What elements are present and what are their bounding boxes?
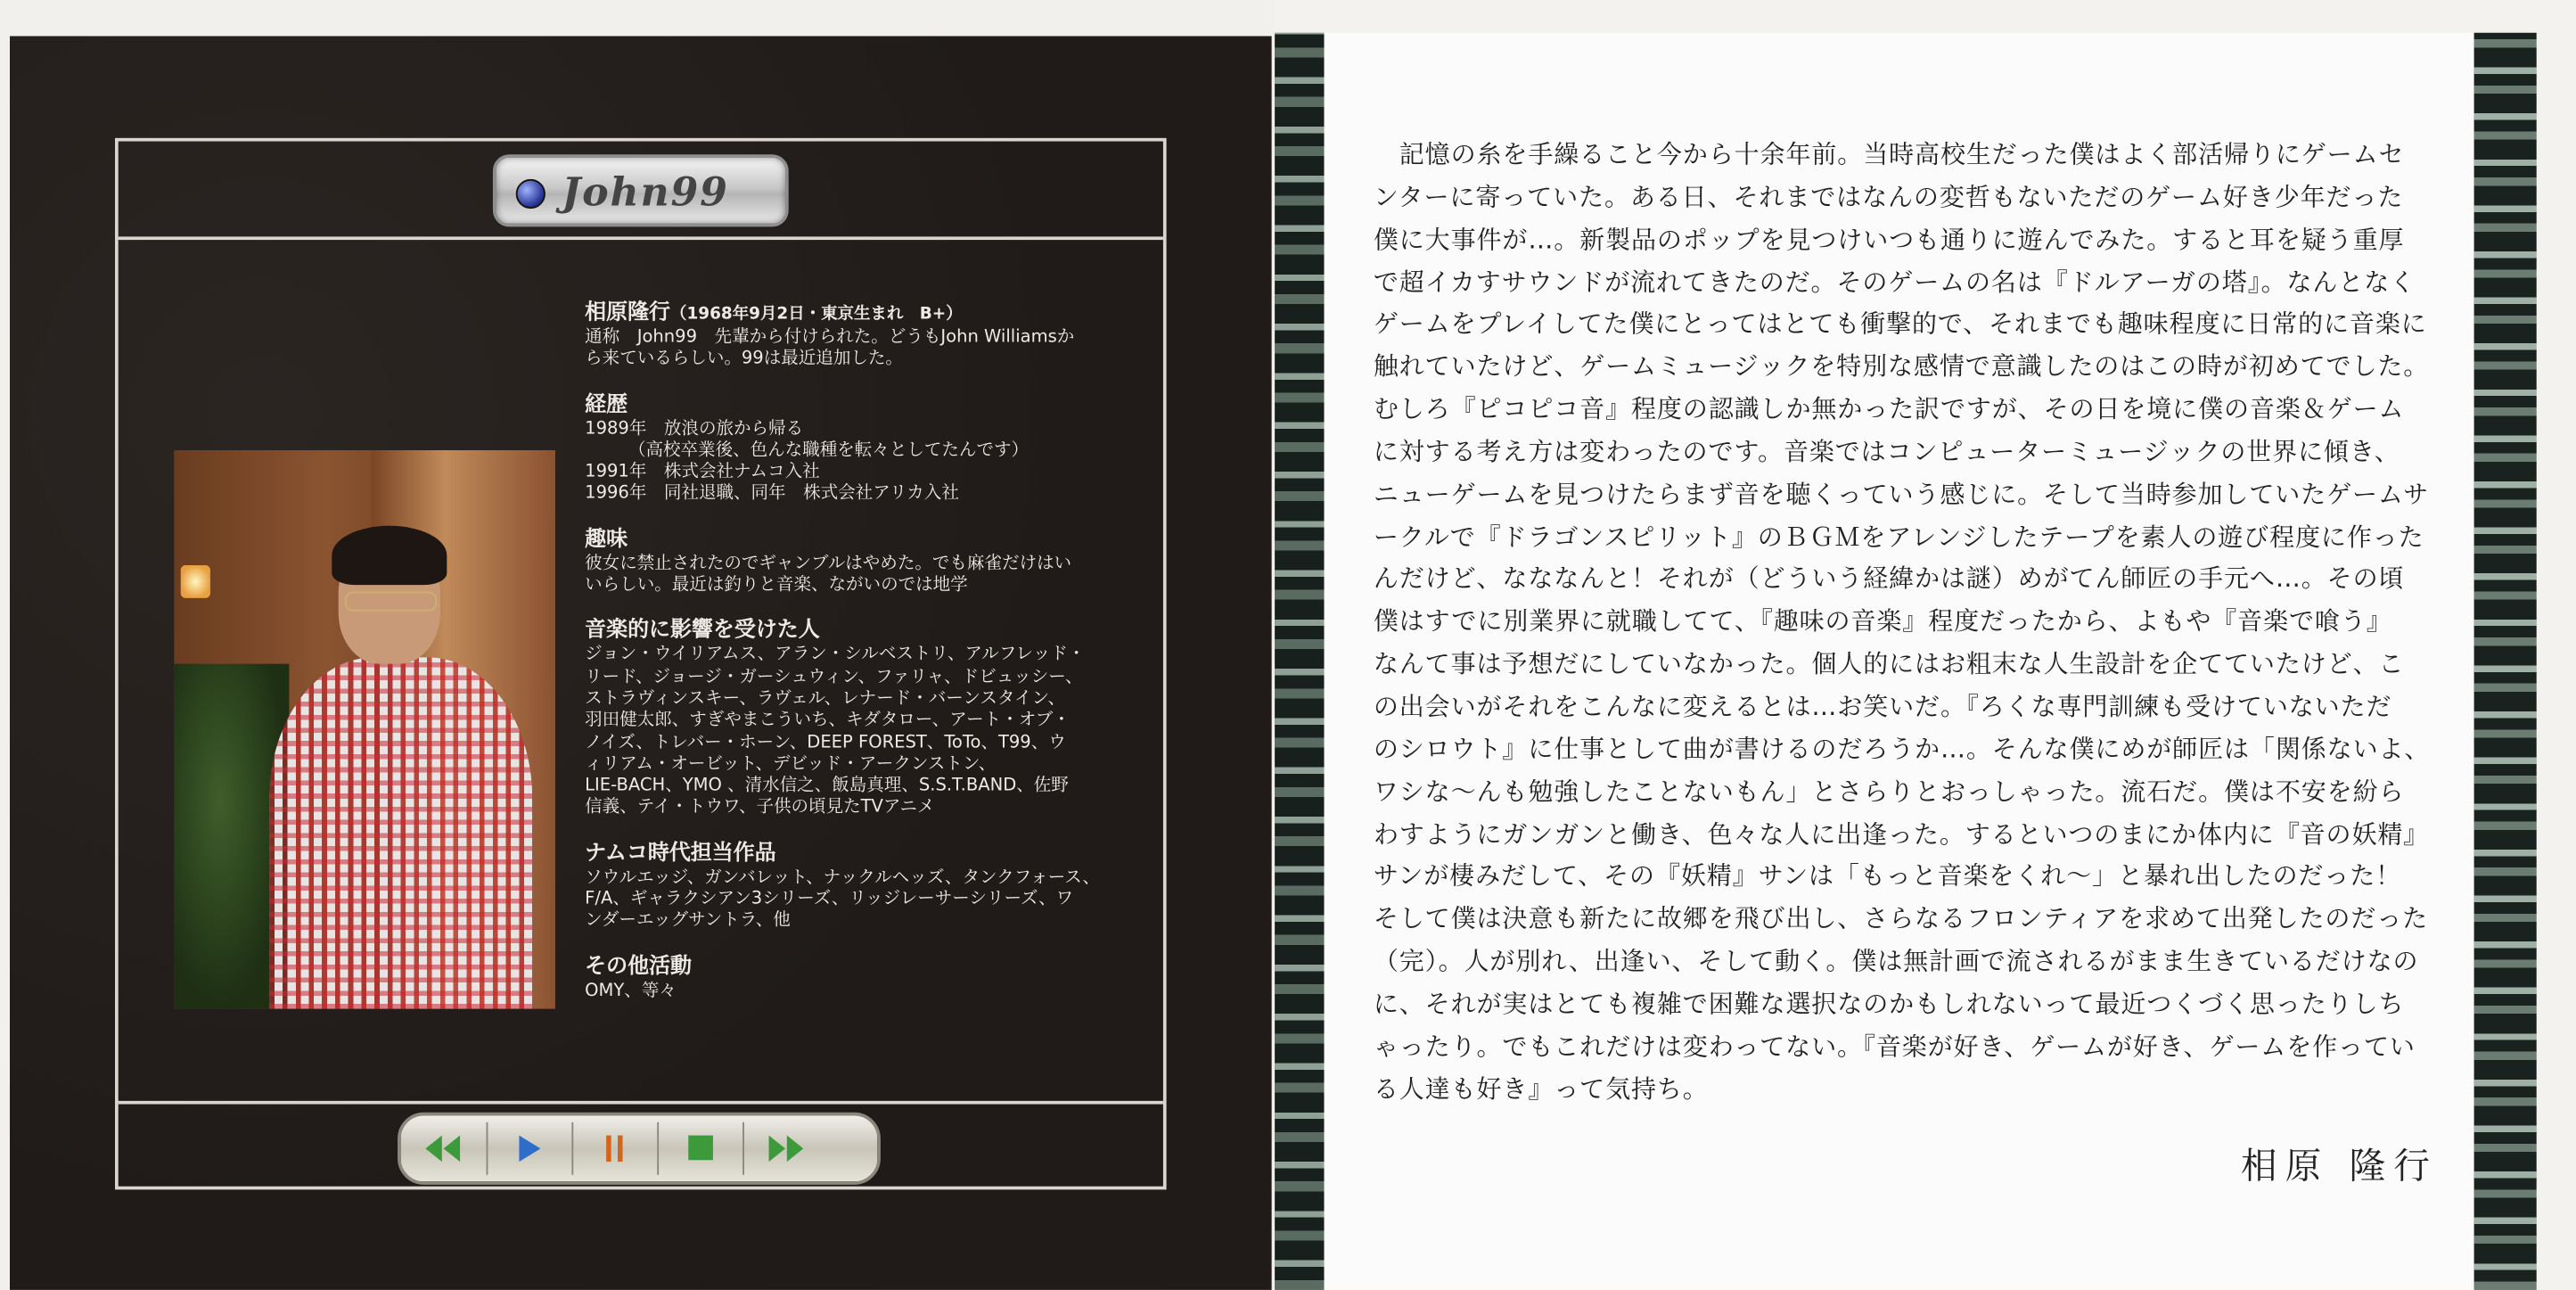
section-line: 1991年 株式会社ナムコ入社	[585, 462, 820, 482]
section-title: ナムコ時代担当作品	[585, 841, 776, 866]
section-title: その他活動	[585, 954, 692, 979]
profile-section	[585, 841, 1127, 933]
photo-lamp	[181, 565, 210, 598]
frame-divider-top	[119, 236, 1163, 240]
stop-icon	[678, 1130, 721, 1167]
left-page	[0, 0, 1275, 1290]
name-plate	[493, 154, 789, 226]
section-title: 趣味	[585, 527, 628, 552]
play-button[interactable]	[487, 1122, 574, 1175]
frame-divider-bottom	[119, 1101, 1163, 1105]
film-strip-spine	[1275, 33, 1324, 1290]
profile-text	[585, 300, 1127, 1023]
essay-line: の出会いがそれをこんなに変えるとは…お笑いだ。『ろくな専門訓練も受けていないただ	[1373, 691, 2392, 722]
essay-line: なんて事は予想だにしていなかった。個人的にはお粗末な人生設計を企てていたけど、こ	[1373, 649, 2405, 679]
section-line: 信義、テイ・トウワ、子供の頃見たTVアニメ	[585, 797, 935, 818]
essay-line: ゃったり。でもこれだけは変わってない。『音楽が好き、ゲームが好き、ゲームを作ってい	[1373, 1031, 2416, 1062]
section-title: 経歴	[585, 391, 628, 417]
essay-line: ゲームをプレイしてた僕にとってはとても衝撃的で、それまでも趣味程度に日常的に音楽に	[1373, 309, 2427, 340]
essay-line: 僕はすでに別業界に就職してて、『趣味の音楽』程度だったから、よもや『音楽で喰う』	[1373, 606, 2392, 637]
rewind-icon	[422, 1130, 465, 1167]
name-plate-label: John99	[562, 167, 729, 216]
essay-line: に、それが実はとても複雑で困難な選択なのかもしれないって最近つくづく思ったりしち	[1373, 989, 2405, 1019]
play-icon	[508, 1130, 551, 1167]
section-line: 1989年 放浪の旅から帰る	[585, 418, 804, 439]
essay-line: ワシな〜んも勉強したことないもん」とさらりとおっしゃった。流石だ。僕は不安を紛ら	[1373, 776, 2405, 807]
essay-line: ンターに寄っていた。ある日、それまではなんの変哲もないただのゲーム好き少年だった	[1373, 182, 2404, 212]
essay-line: る人達も好き』って気持ち。	[1373, 1073, 1709, 1104]
stop-button[interactable]	[657, 1122, 744, 1175]
section-line: F/A、ギャラクシアン3シリーズ、リッジレーサーシリーズ、ワ	[585, 889, 1074, 909]
fast-forward-button[interactable]	[742, 1122, 828, 1175]
film-strip-edge	[2474, 33, 2537, 1290]
section-line: （高校卒業後、色んな職種を転々としてたんです）	[585, 440, 1030, 460]
essay-line: 触れていたけど、ゲームミュージックを特別な感情で意識したのはこの時が初めてでした。	[1373, 351, 2430, 382]
nickname-line: ら来ているらしい。99は最近追加した。	[585, 349, 903, 369]
photo-glasses	[345, 592, 437, 612]
essay-line: ニューゲームを見つけたらまず音を聴くっていう感じに。そして当時参加していたゲームサ	[1373, 479, 2430, 509]
section-line: 彼女に禁止されたのでギャンブルはやめた。でも麻雀だけはい	[585, 553, 1072, 573]
photo-hair	[332, 526, 447, 585]
profile-section	[585, 954, 1127, 1002]
section-line: 羽田健太郎、すぎやまこういち、キダタロー、アート・オブ・	[585, 710, 1071, 730]
player-controls	[398, 1113, 881, 1185]
essay-line: （完）。人が別れ、出逢い、そして動く。僕は無計画で流されるがまま生きているだけなの	[1373, 946, 2419, 976]
essay-line: サンが棲みだして、その『妖精』サンは「もっと音楽をくれ〜」と暴れ出したのだった！	[1373, 861, 2402, 891]
profile-birth: （1968年9月2日・東京生まれ B+）	[670, 305, 963, 325]
photo-shirt	[269, 657, 532, 1008]
essay-line: むしろ『ピコピコ音』程度の認識しか無かった訳ですが、その日を境に僕の音楽＆ゲーム	[1373, 394, 2405, 424]
section-line: 1996年 同社退職、同年 株式会社アリカ入社	[585, 483, 959, 504]
essay-line: んだけど、なななんと！それが（どういう経緯かは謎）めがてん師匠の手元へ…。その頃	[1373, 563, 2405, 595]
section-line: ンダーエッグサントラ、他	[585, 910, 791, 931]
essay-text	[1373, 135, 2431, 1112]
rewind-button[interactable]	[401, 1122, 488, 1175]
essay-line: 記憶の糸を手繰ること今から十余年前。当時高校生だった僕はよく部活帰りにゲームセ	[1373, 139, 2405, 169]
profile-section	[585, 619, 1127, 820]
essay-line: そして僕は決意も新たに故郷を飛び出し、さらなるフロンティアを求めて出発したのだった	[1373, 904, 2429, 934]
profile-section	[585, 392, 1127, 506]
profile-section	[585, 527, 1127, 597]
nickname-line: 通称 John99 先輩から付けられた。どうもJohn Williamsか	[585, 326, 1075, 347]
essay-line: に対する考え方は変わったのです。音楽ではコンピューターミュージックの世界に傾き、	[1373, 437, 2400, 467]
section-line: ジョン・ウイリアムス、アラン・シルベストリ、アルフレッド・	[585, 645, 1086, 665]
section-line: OMY、等々	[585, 980, 677, 1000]
pause-icon	[593, 1130, 636, 1167]
fast-forward-icon	[764, 1130, 807, 1167]
essay-line: わすようにガンガンと働き、色々な人に出逢った。するといつのまにか体内に『音の妖精』	[1373, 818, 2430, 849]
blue-gem-icon	[516, 179, 546, 209]
profile-header	[585, 300, 1127, 371]
essay-line: ークルで『ドラゴンスピリット』のＢＧＭをアレンジしたテープを素人の遊び程度に作った	[1373, 522, 2424, 552]
section-line: ストラヴィンスキー、ラヴェル、レナード・バーンスタイン、	[585, 688, 1066, 709]
essay-line: 僕に大事件が…。新製品のポップを見つけいつも通りに遊んでみた。すると耳を疑う重厚	[1373, 224, 2405, 255]
essay-line: で超イカすサウンドが流れてきたのだ。そのゲームの名は『ドルアーガの塔』。なんとなく	[1373, 267, 2416, 297]
section-line: ノイズ、トレバー・ホーン、DEEP FOREST、ToTo、T99、ウ	[585, 732, 1066, 752]
section-line: ソウルエッジ、ガンバレット、ナックルヘッズ、タンクフォース、	[585, 867, 1100, 887]
section-line: LIE-BACH、YMO 、清水信之、飯島真理、S.S.T.BAND、佐野	[585, 776, 1069, 796]
section-line: ィリアム・オービット、デビッド・アークンストン、	[585, 753, 997, 774]
section-line: いらしい。最近は釣りと音楽、ながいのでは地学	[585, 575, 968, 596]
essay-line: のシロウト』に仕事として曲が書けるのだろうか…。そんな僕にめが師匠は「関係ないよ、	[1373, 734, 2431, 764]
pause-button[interactable]	[571, 1122, 659, 1175]
portrait-photo	[174, 450, 555, 1009]
profile-name: 相原隆行	[585, 300, 671, 325]
signature: 相原 隆行	[2241, 1146, 2439, 1188]
profile-sections	[585, 392, 1127, 1002]
section-title: 音楽的に影響を受けた人	[585, 618, 820, 644]
right-margin	[2537, 0, 2576, 1290]
section-line: リード、ジョージ・ガーシュウィン、ファリャ、ドビュッシー、	[585, 666, 1083, 686]
